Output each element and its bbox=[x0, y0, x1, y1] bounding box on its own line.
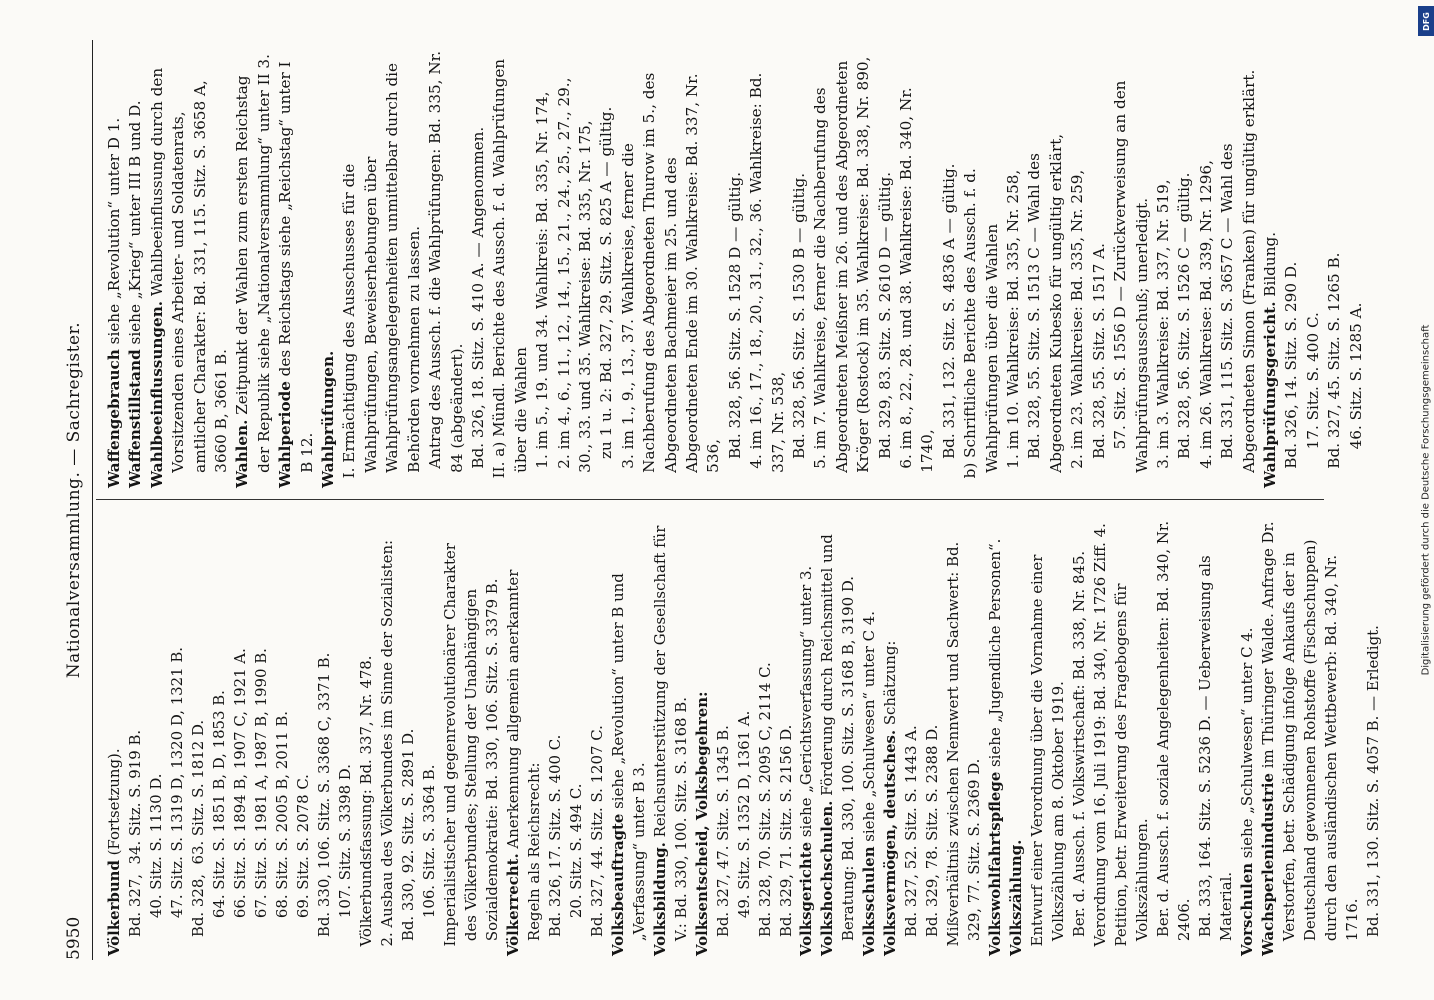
index-entry-text: Bd. 331, 115. Sitz. S. 3657 C — Wahl des Abgeordneten Simon (Franken) für ungültig erklärt. bbox=[1218, 69, 1258, 488]
index-entry bbox=[587, 518, 608, 956]
column-divider bbox=[96, 499, 1324, 500]
index-entry-text: Völkerbundsfassung: Bd. 337, Nr. 478. bbox=[356, 655, 375, 956]
dfg-logo-text: DFG bbox=[1421, 11, 1431, 31]
index-entry bbox=[810, 50, 874, 488]
index-entry-text: 2. im 4., 6., 11., 12., 14., 15., 21., 24., 25., 27., 29., 30., 33. und 35. Wahlkreise: Bd. 335, Nr. 175, bbox=[554, 72, 594, 488]
index-entry-text: des Reichstags siehe „Reichstag“ unter I B 12. bbox=[276, 56, 316, 473]
index-entry-text: Bd. 327, 52. Sitz. S. 1443 A. bbox=[902, 725, 921, 956]
index-keyword: Volksgerichte bbox=[797, 841, 816, 956]
index-entry bbox=[1111, 518, 1153, 956]
index-entry-text: Bd. 327, 47. Sitz. S. 1345 B. bbox=[713, 725, 732, 956]
index-keyword: Volkswohlfahrtspflege bbox=[986, 771, 1005, 956]
index-entry bbox=[104, 50, 125, 488]
index-entry bbox=[272, 518, 293, 956]
index-entry bbox=[532, 50, 553, 488]
index-entry-text: 69. Sitz. S. 2078 C. bbox=[293, 774, 312, 956]
index-entry-text: Bd. 331, 130. Sitz. S. 4057 B. — Erledigt. bbox=[1364, 625, 1383, 956]
index-entry-text: Antrag des Aussch. f. die Wahlprüfungen: Bd. 335, Nr. 84 (abgeändert). bbox=[426, 46, 466, 488]
dfg-logo-tab bbox=[1418, 6, 1434, 36]
index-keyword: Volksbildung. bbox=[650, 842, 669, 956]
index-entry bbox=[1003, 50, 1024, 488]
index-entry bbox=[1217, 50, 1260, 488]
index-entry-text: 57. Sitz. S. 1556 D — Zurückverweisung an den Wahlprüfungsausschuß; unerledigt. bbox=[1111, 75, 1151, 488]
index-entry bbox=[1237, 518, 1258, 956]
index-entry bbox=[725, 50, 746, 488]
index-entry bbox=[167, 518, 188, 956]
index-entry-text: Bd. 327, 44. Sitz. S. 1207 C. bbox=[587, 725, 606, 956]
index-entry bbox=[1110, 50, 1153, 488]
index-entry-text: siehe „Jugendliche Personen“. bbox=[986, 538, 1005, 772]
index-entry-text: Anerkennung allgemein anerkannter Regeln als Reichsrecht: bbox=[503, 564, 543, 942]
index-entry-text: Wahlbeeinflussung durch den Vorsitzenden eines Arbeiter- und Soldatenrats, amtlicher Charakter: Bd. 331, 115. Sitz. S. 3658 A, 3660 B, 3661 B. bbox=[147, 63, 231, 473]
index-entry-text: 107. Sitz. S. 3398 D. bbox=[335, 764, 354, 956]
index-entry bbox=[789, 50, 810, 488]
index-entry-text: Bd. 326, 18. Sitz. S. 410 A. — Angenommen. bbox=[468, 126, 487, 488]
index-keyword: Volksvermögen, deutsches. bbox=[881, 729, 900, 956]
index-entry-text: 64. Sitz. S. 1851 B, D, 1853 B. bbox=[209, 690, 228, 956]
page-number: 5950 bbox=[64, 916, 84, 960]
index-entry-text: Bd. 326, 17. Sitz. S. 400 C. bbox=[545, 734, 564, 956]
index-entry-text: siehe „Revolution“ unter B und „Verfassung“ unter B 3. bbox=[608, 568, 648, 942]
index-keyword: Wahlprüfungsgericht. bbox=[1260, 301, 1279, 488]
index-entry bbox=[147, 50, 233, 488]
index-keyword: Wahlen. bbox=[233, 419, 252, 488]
index-entry-text: 2. im 23. Wahlkreise: Bd. 335, Nr. 259, bbox=[1068, 169, 1087, 488]
index-entry-text: 1. im 5., 19. und 34. Wahlkreis: Bd. 335, Nr. 174, bbox=[533, 91, 552, 488]
index-entry-text: 17. Sitz. S. 400 C. bbox=[1303, 312, 1322, 488]
index-entry bbox=[293, 518, 314, 956]
index-entry-text: Bd. 327, 45. Sitz. S. 1265 B. bbox=[1325, 252, 1344, 488]
index-entry-text: Schätzung: bbox=[881, 640, 900, 730]
index-entry bbox=[1090, 518, 1111, 956]
index-entry bbox=[1324, 50, 1345, 488]
digitization-credit-text: Digitalisierung gefördert durch die Deutsche Forschungsgemeinschaft bbox=[1420, 324, 1432, 676]
index-entry-text: 3. im 1., 9., 13., 37. Wahlkreise, ferner die Nachberufung des Abgeordneten Thurow im 5., des Abgeordneten Bachmeier im 25. und des Abgeordneten Ende im 30. Wahlkreise: Bd. 337, Nr. 536, bbox=[618, 67, 723, 488]
index-entry bbox=[1006, 518, 1027, 956]
index-entry bbox=[896, 50, 939, 488]
index-entry-text: Bd. 333, 164. Sitz. S. 5236 D. — Ueberweisung als Material. bbox=[1196, 550, 1236, 956]
index-entry bbox=[1260, 50, 1281, 488]
index-keyword: Waffengebrauch bbox=[105, 349, 123, 488]
index-entry-text: Bd. 330, 106. Sitz. S. 3368 C, 3371 B. bbox=[314, 652, 333, 956]
index-entry-text: Bd. 328, 55. Sitz. S. 1513 C — Wahl des Abgeordneten Kubesko für ungültig erklärt, bbox=[1025, 133, 1065, 488]
index-entry bbox=[489, 50, 532, 488]
index-entry bbox=[817, 518, 859, 956]
index-entry bbox=[314, 518, 335, 956]
index-entry-text: 6. im 8., 22., 28. und 38. Wahlkreise: Bd. 340, Nr. 1740, bbox=[897, 82, 937, 488]
index-entry bbox=[425, 46, 468, 488]
index-entry-text: 40. Sitz. S. 1130 D. bbox=[146, 773, 165, 956]
index-entry-text: 2. Ausbau des Völkerbundes im Sinne der Sozialisten: Bd. 330, 92. Sitz. S. 2891 D. bbox=[377, 535, 417, 956]
index-entry bbox=[859, 518, 880, 956]
index-entry bbox=[1303, 50, 1324, 488]
index-entry bbox=[1196, 50, 1217, 488]
index-entry bbox=[1067, 50, 1088, 488]
index-entry-text: (Fortsetzung). bbox=[105, 748, 123, 861]
index-entry bbox=[554, 50, 597, 488]
index-entry bbox=[1363, 518, 1384, 956]
left-column bbox=[104, 518, 1384, 956]
index-entry bbox=[734, 518, 755, 956]
index-entry-text: Bd. 328, 56. Sitz. S. 1526 C — gültig. bbox=[1175, 172, 1194, 488]
index-entry bbox=[545, 518, 566, 956]
digitization-credit bbox=[1418, 260, 1434, 740]
index-keyword: Volksentscheid, Volksbegehren: bbox=[692, 691, 711, 956]
index-entry-text: 68. Sitz. S. 2005 B, 2011 B. bbox=[272, 710, 291, 956]
index-entry bbox=[188, 518, 209, 956]
index-entry-text: Bd. 328, 55. Sitz. S. 1517 A. bbox=[1089, 243, 1108, 488]
index-entry bbox=[1195, 518, 1237, 956]
index-entry bbox=[356, 518, 377, 956]
index-entry bbox=[746, 50, 789, 488]
index-entry bbox=[1281, 50, 1302, 488]
index-entry-text: 5. im 7. Wahlkreise, ferner die Nachberufung des Abgeordneten Meißner im 26. und des Abgeordneten Kröger (Rostock) im 35. Wahlkreise: Bd. 338, Nr. 890, bbox=[811, 55, 873, 488]
index-entry-text: II. a) Mündl. Berichte des Aussch. f. d. Wahlprüfungen über die Wahlen bbox=[490, 54, 530, 488]
index-entry-text: Petition, betr. Erweiterung des Fragebogens für Volkszählungen. bbox=[1112, 578, 1152, 956]
index-entry-text: 20. Sitz. S. 494 C. bbox=[566, 783, 585, 956]
index-entry bbox=[985, 518, 1006, 956]
index-entry-text: Bildung. bbox=[1260, 231, 1279, 302]
index-entry-text: Bd. 328, 56. Sitz. S. 1530 B — gültig. bbox=[790, 172, 808, 488]
index-entry-text: im Thüringer Walde. Anfrage Dr. Verstorfen, betr. Schädigung infolge Ankaufs der in Deutschland gewonnenen Rohstoffe (Fischschuppen) durch den ausländischen Wettbewerb: Bd. 340, Nr. 1716. bbox=[1259, 516, 1362, 942]
index-entry bbox=[503, 518, 545, 956]
index-entry bbox=[755, 518, 776, 956]
index-entry-text: Entwurf einer Verordnung über die Vornahme einer Volkszählung am 8. Oktober 1919. bbox=[1028, 549, 1068, 956]
index-entry bbox=[251, 518, 272, 956]
page-header bbox=[54, 40, 94, 960]
header-rule bbox=[92, 40, 93, 960]
index-entry bbox=[1153, 50, 1174, 488]
index-entry bbox=[125, 50, 146, 488]
index-entry bbox=[776, 518, 797, 956]
index-keyword: Völkerrecht. bbox=[503, 853, 522, 956]
index-entry-text: zu 1 u. 2: Bd. 327, 29. Sitz. S. 825 A — gültig. bbox=[597, 106, 616, 488]
index-entry bbox=[1153, 518, 1195, 956]
index-keyword: Wachsperlenindustrie bbox=[1259, 773, 1278, 956]
index-entry bbox=[1174, 50, 1195, 488]
index-entry bbox=[1258, 518, 1363, 956]
index-entry-text: Bd. 326, 14. Sitz. S. 290 D. bbox=[1282, 261, 1301, 488]
index-keyword: Wahlperiode bbox=[276, 381, 295, 488]
index-keyword: Volksbeauftragte bbox=[608, 813, 627, 956]
index-entry bbox=[1024, 50, 1067, 488]
index-keyword: Volksschulen bbox=[860, 846, 879, 956]
index-entry-text: 46. Sitz. S. 1285 A. bbox=[1346, 302, 1365, 488]
index-entry bbox=[796, 518, 817, 956]
index-entry-text: 67. Sitz. S. 1981 A, 1987 B, 1990 B. bbox=[251, 648, 270, 956]
index-entry-text: Imperialistischer und gegenrevolutionärer Charakter des Völkerbundes; Stellung der Unabhängigen Sozialdemokratie: Bd. 330, 106. Sitz. S. 3379 B. bbox=[440, 538, 501, 956]
index-keyword: Völkerbund bbox=[105, 860, 123, 956]
index-entry-text: Bd. 328, 56. Sitz. S. 1528 D — gültig. bbox=[725, 171, 744, 488]
index-keyword: Volkshochschulen. bbox=[818, 800, 837, 956]
index-entry bbox=[232, 50, 275, 488]
index-entry bbox=[880, 518, 901, 956]
index-entry bbox=[875, 50, 896, 488]
index-entry bbox=[318, 50, 339, 488]
index-entry bbox=[596, 50, 617, 488]
index-entry bbox=[209, 518, 230, 956]
index-entry-text: Bd. 329, 83. Sitz. S. 2610 D — gültig. bbox=[875, 171, 894, 488]
index-keyword: Waffenstillstand bbox=[126, 349, 145, 488]
index-entry bbox=[1069, 518, 1090, 956]
index-entry bbox=[335, 518, 356, 956]
index-entry-text: Bd. 331, 132. Sitz. S. 4836 A — gültig. bbox=[939, 163, 958, 488]
index-entry-text: 4. im 16., 17., 18., 20., 31., 32., 36. Wahlkreise: Bd. 337, Nr. 538, bbox=[747, 67, 787, 488]
index-entry-text: Ber. d. Aussch. f. Volkswirtschaft: Bd. 338, Nr. 845. bbox=[1070, 550, 1089, 956]
index-entry-text: Reichsunterstützung der Gesellschaft für V.: Bd. 330, 100. Sitz. S. 3168 B. bbox=[650, 520, 690, 942]
index-entry-text: 66. Sitz. S. 1894 B, 1907 C, 1921 A. bbox=[230, 648, 249, 956]
index-entry bbox=[713, 518, 734, 956]
index-entry-text: Bd. 328, 63. Sitz. S. 1812 D. bbox=[188, 719, 207, 956]
index-entry bbox=[1027, 518, 1069, 956]
index-entry bbox=[440, 518, 503, 956]
index-entry bbox=[468, 50, 489, 488]
index-keyword: Wahlbeeinflussungen. bbox=[147, 300, 166, 488]
index-entry bbox=[922, 518, 943, 956]
index-entry-text: Bd. 329, 71. Sitz. S. 2156 D. bbox=[776, 724, 795, 956]
index-entry bbox=[419, 518, 440, 956]
index-entry bbox=[608, 518, 650, 956]
index-entry-text: 1. im 10. Wahlkreise: Bd. 335, Nr. 258, bbox=[1004, 169, 1023, 488]
index-entry-text: 47. Sitz. S. 1319 D, 1320 D, 1321 B. bbox=[167, 647, 186, 956]
index-entry bbox=[339, 50, 425, 488]
index-entry bbox=[275, 50, 318, 488]
index-entry bbox=[692, 518, 713, 956]
running-title: Nationalversammlung. — Sachregister. bbox=[64, 321, 84, 679]
index-entry bbox=[939, 50, 960, 488]
index-keyword: Volkszählung. bbox=[1007, 839, 1026, 956]
index-entry-text: Mißverhältnis zwischen Nennwert und Sachwert: Bd. 329, 77. Sitz. S. 2369 D. bbox=[944, 537, 984, 956]
index-entry bbox=[125, 518, 146, 956]
index-entry-text: Zeitpunkt der Wahlen zum ersten Reichstag der Republik siehe „Nationalversammlung“ unter II 3. bbox=[233, 54, 273, 473]
index-keyword: Wahlprüfungen. bbox=[319, 350, 338, 488]
index-entry bbox=[650, 518, 692, 956]
index-entry-text: 49. Sitz. S. 1352 D, 1361 A. bbox=[734, 710, 753, 956]
index-entry bbox=[1089, 50, 1110, 488]
index-entry bbox=[377, 518, 419, 956]
index-entry-text: Bd. 327, 34. Sitz. S. 919 B. bbox=[125, 729, 144, 956]
index-entry bbox=[104, 518, 125, 956]
index-entry-text: 3. im 3. Wahlkreise: Bd. 337, Nr. 519, bbox=[1153, 179, 1172, 488]
index-entry bbox=[901, 518, 922, 956]
index-entry-text: 4. im 26. Wahlkreise: Bd. 339, Nr. 1296, bbox=[1196, 160, 1215, 488]
index-entry-text: Ber. d. Aussch. f. soziale Angelegenheiten: Bd. 340, Nr. 2406. bbox=[1154, 516, 1194, 956]
index-entry bbox=[943, 518, 985, 956]
right-column bbox=[104, 46, 1367, 488]
index-entry bbox=[960, 50, 1003, 488]
index-entry bbox=[566, 518, 587, 956]
index-entry-text: siehe „Revolution“ unter D 1. bbox=[105, 117, 123, 350]
index-entry-text: b) Schriftliche Berichte des Aussch. f. d. Wahlprüfungen über die Wahlen bbox=[961, 163, 1001, 488]
index-entry bbox=[146, 518, 167, 956]
index-entry-text: Förderung durch Reichsmittel und Beratung: Bd. 330, 100. Sitz. S. 3168 B, 3190 D. bbox=[818, 529, 858, 942]
index-entry-text: 106. Sitz. S. 3364 B. bbox=[419, 764, 438, 956]
index-entry-text: siehe „Krieg“ unter III B und D. bbox=[126, 100, 145, 350]
index-keyword: Vorschulen bbox=[1238, 862, 1257, 956]
index-entry-text: Bd. 328, 70. Sitz. S. 2095 C, 2114 C. bbox=[755, 662, 774, 956]
index-entry-text: siehe „Schulwesen“ unter C 4. bbox=[860, 611, 879, 847]
index-entry bbox=[230, 518, 251, 956]
index-entry-text: Verordnung vom 16. Juli 1919: Bd. 340, Nr. 1726 Ziff. 4. bbox=[1091, 523, 1110, 956]
index-entry-text: I. Ermächtigung des Ausschusses für die Wahlprüfungen, Beweiserhebungen über Wahlprüfungsangelegenheiten unmittelbar durch die Behörden vornehmen zu lassen. bbox=[340, 58, 423, 488]
index-entry-text: Bd. 329, 78. Sitz. S. 2388 D. bbox=[923, 724, 942, 956]
index-entry bbox=[1346, 50, 1367, 488]
index-entry bbox=[618, 50, 725, 488]
index-entry-text: siehe „Schulwesen“ unter C 4. bbox=[1238, 627, 1257, 863]
index-entry-text: siehe „Gerichtsverfassung“ unter 3. bbox=[797, 565, 816, 842]
